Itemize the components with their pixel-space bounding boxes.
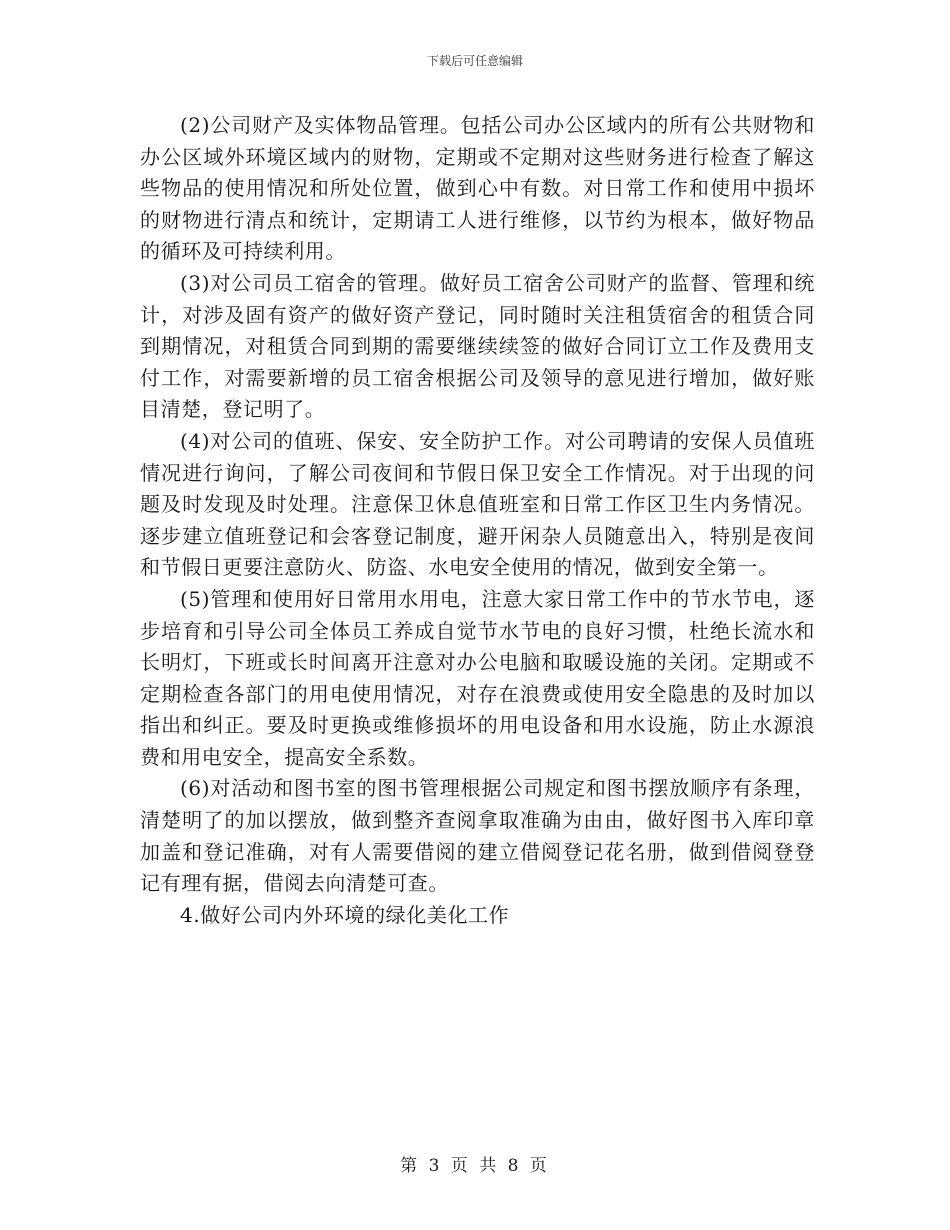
paragraph-library-management: (6)对活动和图书室的图书管理根据公司规定和图书摆放顺序有条理，清楚明了的加以摆放，做到整齐查阅拿取准确为由由，做好图书入库印章加盖和登记准确，对有人需要借阅的建立借阅登记花名册，做到借阅登登记有理有据，借阅去向清楚可查。 (140, 776, 815, 896)
document-body (140, 110, 815, 931)
paragraph-water-electricity: (5)管理和使用好日常用水用电，注意大家日常工作中的节水节电，逐步培育和引导公司全体员工养成自觉节水节电的良好习惯，杜绝长流水和长明灯，下班或长时间离开注意对办公电脑和取暖设施的关闭。定期或不定期检查各部门的用电使用情况，对存在浪费或使用安全隐患的及时加以指出和纠正。要及时更换或维修损坏的用电设备和用水设施，防止水源浪费和用电安全，提高安全系数。 (140, 586, 815, 769)
section-heading-greening: 4.做好公司内外环境的绿化美化工作 (180, 902, 510, 927)
paragraph-property-management: (2)公司财产及实体物品管理。包括公司办公区域内的所有公共财物和办公区域外环境区域内的财物，定期或不定期对这些财务进行检查了解这些物品的使用情况和所处位置，做到心中有数。对日常工作和使用中损坏的财物进行清点和统计，定期请工人进行维修，以节约为根本，做好物品的循环及可持续利用。 (140, 113, 815, 264)
page-number-footer: 第 3 页 共 8 页 (400, 1156, 550, 1176)
page-header: 下载后可任意编辑 (426, 54, 523, 68)
paragraph-security-work: (4)对公司的值班、保安、安全防护工作。对公司聘请的安保人员值班情况进行询问，了解公司夜间和节假日保卫安全工作情况。对于出现的问题及时发现及时处理。注意保卫休息值班室和日常工作区卫生内务情况。逐步建立值班登记和会客登记制度，避开闲杂人员随意出入，特别是夜间和节假日更要注意防火、防盗、水电安全使用的情况，做到安全第一。 (140, 428, 815, 580)
paragraph-dormitory-management: (3)对公司员工宿舍的管理。做好员工宿舍公司财产的监督、管理和统计，对涉及固有资产的做好资产登记，同时随时关注租赁宿舍的租赁合同到期情况，对租赁合同到期的需要继续续签的做好合同订立工作及费用支付工作，对需要新增的员工宿舍根据公司及领导的意见进行增加，做好账目清楚，登记明了。 (140, 270, 815, 422)
